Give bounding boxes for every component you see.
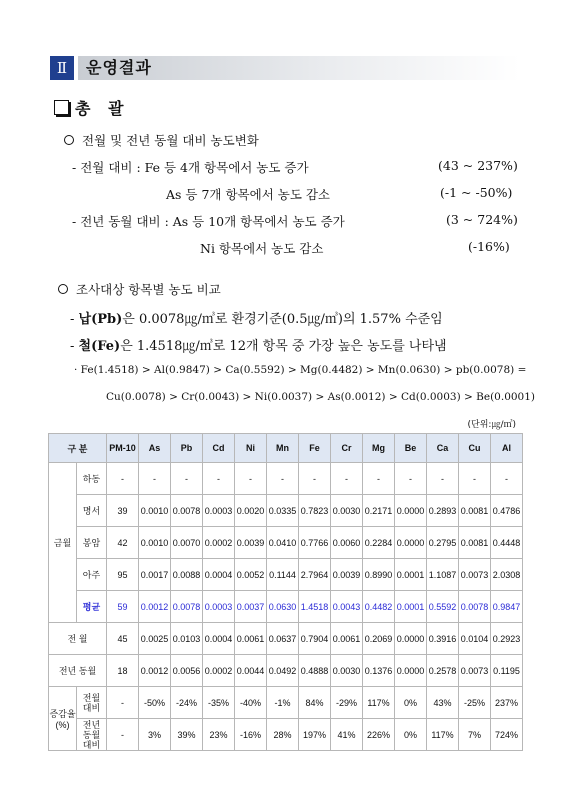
data-cell: 0.1376	[363, 655, 395, 687]
header-cell: Cu	[459, 434, 491, 463]
data-cell: 0.0043	[331, 591, 363, 623]
data-cell: -	[107, 463, 139, 495]
pb-dash: -	[70, 312, 79, 327]
data-cell: -	[107, 687, 139, 719]
summary-line-4: Ni 항목에서 농도 감소	[200, 241, 324, 256]
data-cell: -1%	[267, 687, 299, 719]
data-cell: 0.0037	[235, 591, 267, 623]
table-header-row	[49, 434, 523, 463]
data-cell: 0.5592	[427, 591, 459, 623]
chapter-number: Ⅱ	[50, 56, 74, 80]
data-cell: 0.0070	[171, 527, 203, 559]
data-cell: 0.0410	[267, 527, 299, 559]
data-cell: 0.9847	[491, 591, 523, 623]
data-cell: 0.1195	[491, 655, 523, 687]
data-cell: 0.0061	[235, 623, 267, 655]
data-cell: 0.0061	[331, 623, 363, 655]
data-cell: 18	[107, 655, 139, 687]
data-cell: 0.0000	[395, 527, 427, 559]
pb-text: 은 0.0078㎍/㎥로 환경기준(0.5㎍/㎥)의 1.57% 수준임	[122, 312, 443, 327]
data-cell: -	[139, 463, 171, 495]
data-cell: 28%	[267, 719, 299, 751]
data-cell: 0.2893	[427, 495, 459, 527]
pb-label: 납(Pb)	[78, 312, 123, 327]
data-cell: 0.0004	[203, 623, 235, 655]
group-label: 금월	[49, 463, 77, 623]
data-cell: 0.0078	[171, 495, 203, 527]
data-cell: 0.4786	[491, 495, 523, 527]
header-cell: Ca	[427, 434, 459, 463]
order-line-1: · Fe(1.4518) > Al(0.9847) > Ca(0.5592) > Mg(0.4482) > Mn(0.0630) > pb(0.0078) =	[74, 364, 527, 376]
unit-label: (단위:㎍/㎥)	[467, 420, 516, 430]
summary-line-3-range: (3 ~ 724%)	[446, 212, 518, 227]
row-label: 전년 동월	[49, 655, 107, 687]
summary-line-3: - 전년 동월 대비 : As 등 10개 항목에서 농도 증가	[72, 214, 345, 229]
bullet-line-2	[58, 280, 221, 298]
table-row	[49, 591, 523, 623]
data-cell: 0.0001	[395, 591, 427, 623]
row-label: 아주	[77, 559, 107, 591]
group-label: 증감율 (%)	[49, 687, 77, 751]
data-cell: 42	[107, 527, 139, 559]
data-cell: 0.0492	[267, 655, 299, 687]
chapter-title: 운영결과	[86, 58, 152, 77]
data-cell: 0.0081	[459, 527, 491, 559]
table-row	[49, 527, 523, 559]
data-cell: 43%	[427, 687, 459, 719]
data-cell: 0.0103	[171, 623, 203, 655]
header-cell: 구 분	[49, 434, 107, 463]
data-cell: 0.0630	[267, 591, 299, 623]
header-cell: Mg	[363, 434, 395, 463]
table-row-prev-month	[49, 623, 523, 655]
concentration-table	[48, 433, 523, 751]
row-label: 봉암	[77, 527, 107, 559]
data-cell: 0.4888	[299, 655, 331, 687]
data-cell: -50%	[139, 687, 171, 719]
data-cell: 0.2923	[491, 623, 523, 655]
data-cell: -	[299, 463, 331, 495]
data-cell: 0.0039	[235, 527, 267, 559]
data-cell: -	[363, 463, 395, 495]
data-cell: 0.0030	[331, 655, 363, 687]
data-cell: 1.1087	[427, 559, 459, 591]
data-cell: 0.0052	[235, 559, 267, 591]
data-cell: 117%	[427, 719, 459, 751]
data-cell: 0.0081	[459, 495, 491, 527]
header-cell: As	[139, 434, 171, 463]
data-cell: 0.0060	[331, 527, 363, 559]
data-cell: -	[331, 463, 363, 495]
section-heading	[54, 96, 129, 119]
data-cell: -	[491, 463, 523, 495]
data-cell: 2.7964	[299, 559, 331, 591]
header-cell: Be	[395, 434, 427, 463]
summary-line-1-range: (43 ~ 237%)	[438, 158, 518, 173]
header-cell: Pb	[171, 434, 203, 463]
data-cell: 0.0104	[459, 623, 491, 655]
data-cell: 0.0017	[139, 559, 171, 591]
bullet-2-text: 조사대상 항목별 농도 비교	[76, 282, 221, 297]
data-cell: 0.7904	[299, 623, 331, 655]
data-cell: 0.0000	[395, 655, 427, 687]
fe-line	[70, 335, 447, 354]
row-label: 전 월	[49, 623, 107, 655]
data-cell: 95	[107, 559, 139, 591]
fe-label: 철(Fe)	[78, 339, 121, 354]
data-cell: -16%	[235, 719, 267, 751]
data-cell: 0.4448	[491, 527, 523, 559]
table-row-prev-year	[49, 655, 523, 687]
data-cell: -	[395, 463, 427, 495]
data-cell: 0.2171	[363, 495, 395, 527]
data-cell: 0.0012	[139, 655, 171, 687]
data-cell: 0.0003	[203, 591, 235, 623]
data-cell: 0.0012	[139, 591, 171, 623]
data-cell: 0.0073	[459, 559, 491, 591]
data-cell: 23%	[203, 719, 235, 751]
summary-line-2-range: (-1 ~ -50%)	[440, 185, 513, 200]
pb-line	[70, 308, 443, 327]
data-cell: 84%	[299, 687, 331, 719]
data-cell: 39%	[171, 719, 203, 751]
data-cell: 0.3916	[427, 623, 459, 655]
data-cell: 0.0001	[395, 559, 427, 591]
summary-line-1	[72, 158, 309, 176]
data-cell: 59	[107, 591, 139, 623]
data-cell: 0.0002	[203, 655, 235, 687]
row-label: 전월 대비	[77, 687, 107, 719]
header-cell: PM-10	[107, 434, 139, 463]
data-cell: 237%	[491, 687, 523, 719]
table-row	[49, 559, 523, 591]
checkbox-square-icon	[54, 100, 69, 115]
table-row	[49, 495, 523, 527]
chapter-header	[50, 56, 520, 80]
table-row	[49, 463, 523, 495]
data-cell: 7%	[459, 719, 491, 751]
data-cell: 45	[107, 623, 139, 655]
table-row-rate	[49, 687, 523, 719]
row-label: 하동	[77, 463, 107, 495]
data-cell: -	[171, 463, 203, 495]
data-cell: 0.2284	[363, 527, 395, 559]
data-cell: -	[459, 463, 491, 495]
data-cell: 0.0078	[171, 591, 203, 623]
order-line-2: Cu(0.0078) > Cr(0.0043) > Ni(0.0037) > As(0.0012) > Cd(0.0003) > Be(0.0001)	[106, 391, 536, 403]
data-cell: 0.0044	[235, 655, 267, 687]
data-cell: 0.0078	[459, 591, 491, 623]
data-cell: 0.4482	[363, 591, 395, 623]
header-cell: Cr	[331, 434, 363, 463]
header-cell: Ni	[235, 434, 267, 463]
data-cell: 0.0073	[459, 655, 491, 687]
section-title: 총 괄	[75, 99, 130, 118]
data-cell: -	[203, 463, 235, 495]
header-cell: Fe	[299, 434, 331, 463]
summary-line-1-text: - 전월 대비 : Fe 등 4개 항목에서 농도 증가	[72, 160, 309, 175]
row-label: 전년 동월 대비	[77, 719, 107, 751]
data-cell: 0.8990	[363, 559, 395, 591]
data-cell: 39	[107, 495, 139, 527]
data-cell: 41%	[331, 719, 363, 751]
data-cell: 0.1144	[267, 559, 299, 591]
data-cell: 0.0000	[395, 623, 427, 655]
data-cell: -	[267, 463, 299, 495]
data-cell: 0.0335	[267, 495, 299, 527]
header-cell: Mn	[267, 434, 299, 463]
data-cell: 3%	[139, 719, 171, 751]
data-cell: 0.0010	[139, 527, 171, 559]
fe-text: 은 1.4518㎍/㎥로 12개 항목 중 가장 높은 농도를 나타냄	[120, 339, 447, 354]
data-cell: 0%	[395, 719, 427, 751]
data-cell: 0.0056	[171, 655, 203, 687]
data-cell: 226%	[363, 719, 395, 751]
fe-dash: -	[70, 339, 79, 354]
data-cell: 0.0020	[235, 495, 267, 527]
data-cell: -24%	[171, 687, 203, 719]
row-label: 명서	[77, 495, 107, 527]
header-cell: Al	[491, 434, 523, 463]
circle-bullet-icon	[58, 284, 68, 294]
data-cell: -40%	[235, 687, 267, 719]
data-cell: 0.0003	[203, 495, 235, 527]
data-cell: 0.2069	[363, 623, 395, 655]
row-label: 평균	[77, 591, 107, 623]
header-cell: Cd	[203, 434, 235, 463]
bullet-1-text: 전월 및 전년 동월 대비 농도변화	[82, 133, 259, 148]
data-cell: 0.0000	[395, 495, 427, 527]
data-cell: 724%	[491, 719, 523, 751]
data-cell: 197%	[299, 719, 331, 751]
summary-line-4-range: (-16%)	[468, 239, 510, 254]
data-cell: 2.0308	[491, 559, 523, 591]
circle-bullet-icon	[64, 135, 74, 145]
table-row-rate	[49, 719, 523, 751]
data-cell: 0.0010	[139, 495, 171, 527]
data-cell: 0.0004	[203, 559, 235, 591]
summary-line-2: As 등 7개 항목에서 농도 감소	[166, 187, 331, 202]
data-cell: -	[107, 719, 139, 751]
data-cell: 0.0088	[171, 559, 203, 591]
data-cell: 0.0002	[203, 527, 235, 559]
data-cell: -29%	[331, 687, 363, 719]
data-cell: -25%	[459, 687, 491, 719]
bullet-line-1	[64, 131, 259, 149]
data-cell: -	[427, 463, 459, 495]
data-cell: 0.7766	[299, 527, 331, 559]
data-cell: 0.2578	[427, 655, 459, 687]
data-cell: 0.0025	[139, 623, 171, 655]
data-cell: 117%	[363, 687, 395, 719]
data-cell: 0.0030	[331, 495, 363, 527]
data-cell: 0%	[395, 687, 427, 719]
data-cell: -35%	[203, 687, 235, 719]
data-cell: 1.4518	[299, 591, 331, 623]
data-cell: -	[235, 463, 267, 495]
data-cell: 0.0637	[267, 623, 299, 655]
data-cell: 0.7823	[299, 495, 331, 527]
data-cell: 0.2795	[427, 527, 459, 559]
data-cell: 0.0039	[331, 559, 363, 591]
